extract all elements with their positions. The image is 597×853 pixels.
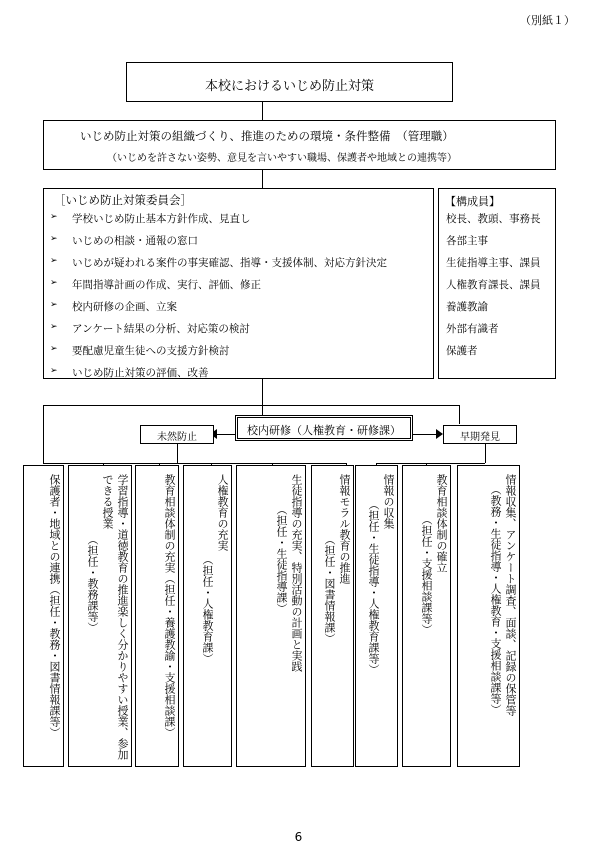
- connector-mgmt-committee: [262, 170, 263, 188]
- members-heading: 【構成員】: [445, 195, 500, 208]
- early-detection-box: [443, 425, 517, 444]
- member-item: 校長、教頭、事務長: [446, 213, 541, 225]
- training-label: 校内研修（人権教育・研修課）: [247, 424, 401, 437]
- column-main: 教育相談体制の充実（担任・養護教諭・支援相談課）: [163, 474, 176, 738]
- member-item: 各部主事: [446, 235, 488, 247]
- management-line2: （いじめを許さない姿勢、意見を言いやすい職場、保護者や地域との連携等）: [107, 153, 457, 164]
- column-main: 情報収集、アンケート調査、面談、記録の保管等: [504, 474, 517, 716]
- committee-item: いじめの相談・通報の窓口: [72, 235, 198, 247]
- early-branch-line: [376, 463, 485, 464]
- bullet-arrow: ➢: [50, 366, 58, 376]
- column-counseling-system: [402, 465, 451, 767]
- column-main: 教育相談体制の確立: [435, 474, 448, 573]
- connector-title-mgmt: [262, 102, 263, 120]
- member-item: 保護者: [446, 345, 478, 357]
- bullet-arrow: ➢: [50, 212, 58, 222]
- column-main: 情報の収集: [382, 474, 395, 529]
- committee-item: 年間指導計画の作成、実行、評価、修正: [72, 279, 261, 291]
- column-counseling: [135, 465, 179, 767]
- column-learning-moral: [68, 465, 132, 767]
- training-right-arrow-line: [413, 434, 437, 435]
- committee-item: 要配慮児童生徒への支援方針検討: [72, 345, 230, 357]
- member-item: 人権教育課長、課員: [446, 279, 541, 291]
- page-title: 本校におけるいじめ防止対策: [204, 79, 374, 94]
- column-sub: （担任・支援相談課等）: [420, 514, 433, 635]
- bullet-arrow: ➢: [50, 256, 58, 266]
- column-sub: （担任・図書情報課）: [323, 534, 336, 644]
- column-main: 人権教育の充実: [216, 474, 229, 551]
- management-line1: いじめ防止対策の組織づくり、推進のための環境・条件整備 （管理職）: [80, 129, 454, 143]
- column-sub: （担任・人権教育課）: [201, 554, 214, 664]
- branch-center-drop: [262, 405, 263, 415]
- branch-top-line: [43, 405, 459, 406]
- training-left-arrow-line: [214, 434, 235, 435]
- early-detection-label: 早期発見: [460, 432, 500, 443]
- column-parents-community: [23, 465, 64, 767]
- committee-heading: ［いじめ防止対策委員会］: [54, 193, 192, 207]
- column-info-collection: [355, 465, 398, 767]
- appendix-label: （別紙１）: [520, 14, 575, 27]
- column-sub: （担任・生徒指導・人権教育課等）: [367, 499, 380, 675]
- management-box: [43, 120, 556, 170]
- committee-item: いじめが疑われる案件の事実確認、指導・支援体制、対応方針決定: [72, 257, 387, 269]
- committee-item: アンケート結果の分析、対応策の検討: [72, 323, 250, 335]
- prevention-branch-line: [43, 463, 346, 464]
- committee-item: 校内研修の企画、立案: [72, 301, 177, 313]
- column-main: 学習指導・道徳教育の推進: [116, 474, 129, 606]
- committee-item: 学校いじめ防止基本方針作成、見直し: [72, 213, 251, 225]
- bullet-arrow: ➢: [50, 322, 58, 332]
- prevention-label: 未然防止: [157, 432, 197, 443]
- member-item: 生徒指導主事、課員: [446, 257, 541, 269]
- member-item: 外部有識者: [446, 323, 499, 335]
- column-student-guidance: [236, 465, 306, 767]
- branch-right-drop: [459, 405, 460, 424]
- column-human-rights: [183, 465, 232, 767]
- column-main: 生徒指導の充実、特別活動の計画と実践: [290, 474, 303, 672]
- branch-left-drop: [43, 405, 44, 463]
- bullet-arrow: ➢: [50, 234, 58, 244]
- title-box: [126, 62, 453, 102]
- bullet-arrow: ➢: [50, 344, 58, 354]
- page-number: 6: [294, 830, 303, 844]
- early-drop: [485, 444, 486, 463]
- column-sub: （教務・生徒指導・人権教育・支援相談課等）: [489, 484, 502, 715]
- column-survey-records: [457, 465, 520, 767]
- training-box: [235, 415, 413, 441]
- right-arrow-icon: [436, 429, 443, 439]
- prevention-drop: [177, 444, 178, 463]
- bullet-arrow: ➢: [50, 278, 58, 288]
- column-sub2: 楽しく分かりやすい授業、参加できる授業: [101, 474, 129, 760]
- committee-item: いじめ防止対策の評価、改善: [72, 367, 209, 379]
- prevention-box: [140, 425, 214, 444]
- member-item: 養護教諭: [446, 301, 488, 313]
- column-info-moral: [311, 465, 354, 767]
- column-main: 保護者・地域との連携（担任・教務・図書情報課等）: [48, 474, 61, 738]
- bullet-arrow: ➢: [50, 300, 58, 310]
- column-main: 情報モラル教育の推進: [338, 474, 351, 584]
- column-sub: （担任・教務課等）: [86, 534, 99, 633]
- connector-committee-branch: [262, 379, 263, 405]
- column-sub: （担任・生徒指導課）: [275, 504, 288, 614]
